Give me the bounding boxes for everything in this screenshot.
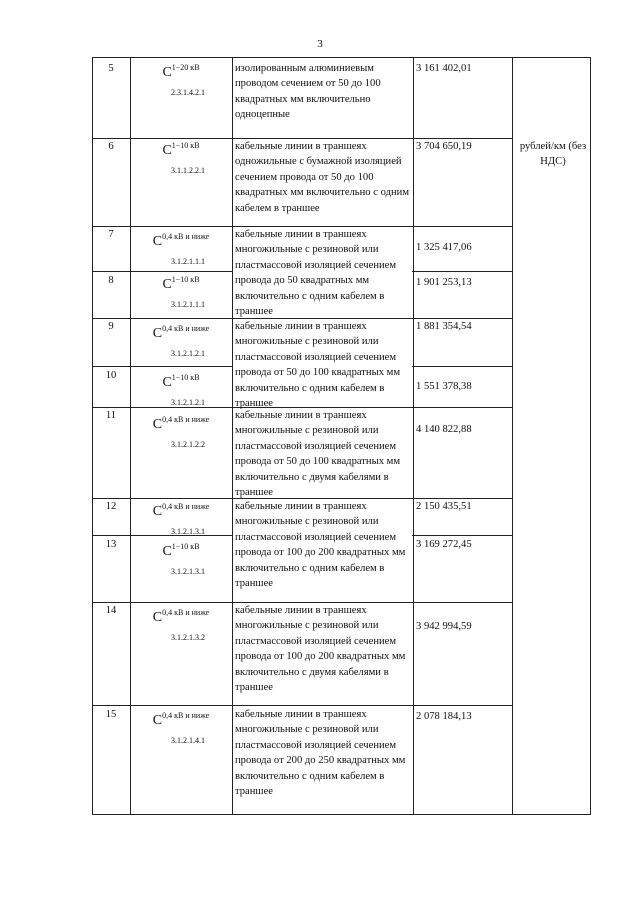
row-value: 1 325 417,06 <box>416 242 472 253</box>
tariff-code: $C^{1-10 кВ}$ $_{3.1.2.1.1.1}$ <box>162 275 205 309</box>
tariff-code: $C^{1-10 кВ}$ $_{3.1.1.2.2.1}$ <box>162 141 205 175</box>
row-number: 13 <box>105 539 117 550</box>
tariff-code: $C^{0,4 кВ и ниже}$ $_{3.1.2.1.2.2}$ <box>152 415 210 449</box>
row-value: 4 140 822,88 <box>416 424 472 435</box>
tariff-code: $C^{1-20 кВ}$ $_{2.3.1.4.2.1}$ <box>162 63 205 97</box>
row-value: 1 901 253,13 <box>416 277 472 288</box>
row-description: кабельные линии в траншеях одножильные с бумажной изоляцией сечением провода от 50 до 100 квадратных мм включительно с одним кабелем в траншее <box>235 141 410 214</box>
row-description: кабельные линии в траншеях многожильные с резиновой или пластмассовой изоляцией сечением провода от 50 до 100 квадратных мм включительно с одним кабелем в траншее <box>235 321 401 410</box>
row-description: кабельные линии в траншеях многожильные с резиновой или пластмассовой изоляцией сечением провода от 100 до 200 квадратных мм включительно с двумя кабелями в траншее <box>235 605 406 694</box>
row-number: 8 <box>108 275 114 286</box>
tariff-code: $C^{0,4 кВ и ниже}$ $_{3.1.2.1.3.1}$ <box>152 502 210 536</box>
row-description: изолированным алюминиевым проводом сечением от 50 до 100 квадратных мм включительно одноцепные <box>235 63 381 121</box>
row-value: 1 881 354,54 <box>416 321 472 332</box>
tariff-code: $C^{0,4 кВ и ниже}$ $_{3.1.2.1.3.2}$ <box>152 608 210 642</box>
row-value: 1 551 378,38 <box>416 381 472 392</box>
row-value: 2 150 435,51 <box>416 501 472 512</box>
row-value: 3 169 272,45 <box>416 539 472 550</box>
tariff-table <box>92 57 591 815</box>
row-description: кабельные линии в траншеях многожильные с резиновой или пластмассовой изоляцией сечением провода от 50 до 100 квадратных мм включительно с двумя кабелями в траншее <box>235 410 401 499</box>
tariff-code: $C^{0,4 кВ и ниже}$ $_{3.1.2.1.1.1}$ <box>152 232 210 266</box>
row-value: 3 942 994,59 <box>416 621 472 632</box>
row-number: 7 <box>108 229 114 240</box>
row-value: 3 161 402,01 <box>416 63 472 74</box>
row-description: кабельные линии в траншеях многожильные с резиновой или пластмассовой изоляцией сечением провода от 200 до 250 квадратных мм включительно с одним кабелем в траншее <box>235 709 406 798</box>
tariff-code: $C^{0,4 кВ и ниже}$ $_{3.1.2.1.2.1}$ <box>152 324 210 358</box>
row-description: кабельные линии в траншеях многожильные с резиновой или пластмассовой изоляцией сечением провода до 50 квадратных мм включительно с одним кабелем в траншее <box>235 229 397 318</box>
row-number: 6 <box>108 141 114 152</box>
row-value: 3 704 650,19 <box>416 141 472 152</box>
row-description: кабельные линии в траншеях многожильные с резиновой или пластмассовой изоляцией сечением провода от 100 до 200 квадратных мм включительно с одним кабелем в траншее <box>235 501 406 590</box>
row-number: 9 <box>108 321 114 332</box>
unit-label: рублей/км (без НДС) <box>519 141 587 168</box>
row-number: 12 <box>105 501 117 512</box>
tariff-code: $C^{0,4 кВ и ниже}$ $_{3.1.2.1.4.1}$ <box>152 711 210 745</box>
tariff-code: $C^{1-10 кВ}$ $_{3.1.2.1.3.1}$ <box>162 542 205 576</box>
row-number: 11 <box>105 410 117 421</box>
row-number: 14 <box>105 605 117 616</box>
page-number: 3 <box>317 38 323 50</box>
tariff-code: $C^{1-10 кВ}$ $_{3.1.2.1.2.1}$ <box>162 373 205 407</box>
row-number: 10 <box>105 370 117 381</box>
row-number: 5 <box>108 63 114 74</box>
row-value: 2 078 184,13 <box>416 711 472 722</box>
row-number: 15 <box>105 709 117 720</box>
